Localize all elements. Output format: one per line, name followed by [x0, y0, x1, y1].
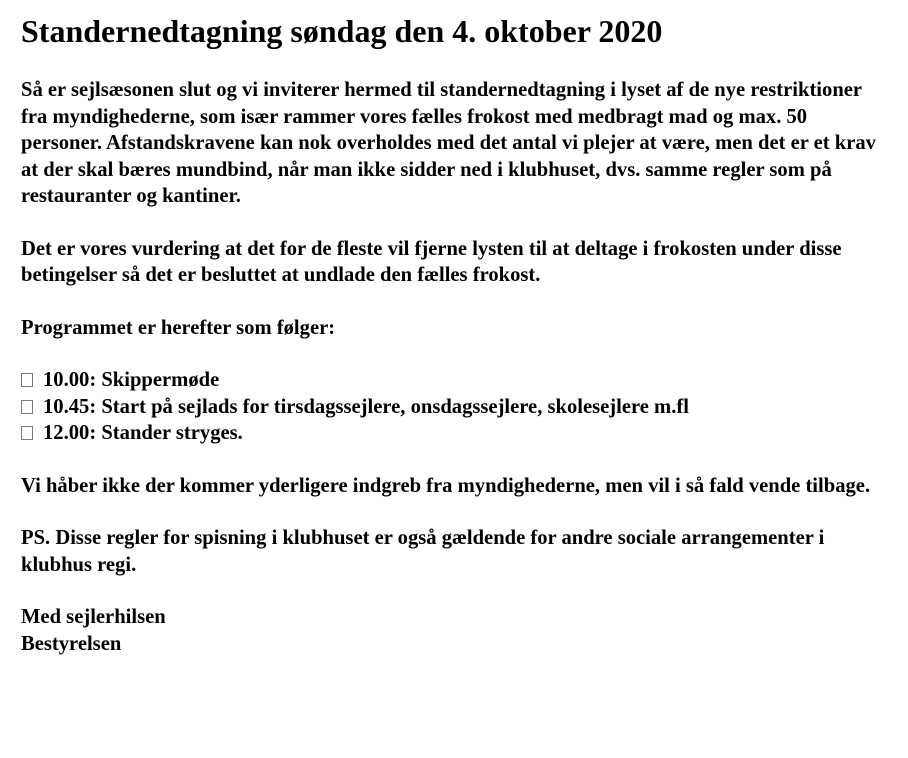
- signature-block: [21, 604, 888, 657]
- missing-glyph-box-icon: [21, 400, 33, 414]
- greeting: Med sejlerhilsen: [21, 606, 166, 628]
- list-item-text: 10.45: Start på sejlads for tirsdagssejlere, onsdagssejlere, skolesejlere m.fl: [43, 395, 689, 418]
- list-item: [21, 420, 888, 447]
- assessment-paragraph: Det er vores vurdering at det for de fleste vil fjerne lysten til at deltage i frokosten under disse betingelser så det er besluttet at undlade den fælles frokost.: [21, 237, 842, 286]
- intro-paragraph: Så er sejlsæsonen slut og vi inviterer hermed til standernedtagning i lyset af de nye restriktioner fra myndighederne, som især rammer vores fælles frokost med medbragt mad og max. 50 personer. Afstandskravene kan nok overholdes med det antal vi plejer at være, men det er et krav at der skal bæres mundbind, når man ikke sidder ned i klubhuset, dvs. samme regler som på restauranter og kantiner.: [21, 79, 876, 207]
- signature: Bestyrelsen: [21, 632, 122, 655]
- program-list: [21, 367, 888, 447]
- list-item-text: 10.00: Skippermøde: [43, 369, 220, 391]
- page-title: Standernedtagning søndag den 4. oktober 2020: [21, 13, 663, 49]
- list-item: [21, 367, 888, 394]
- ps-paragraph: PS. Disse regler for spisning i klubhuset er også gældende for andre sociale arrangementer i klubhus regi.: [21, 527, 825, 576]
- list-item-text: 12.00: Stander stryges.: [43, 422, 243, 444]
- list-item: [21, 394, 888, 421]
- hope-paragraph: Vi håber ikke der kommer yderligere indgreb fra myndighederne, men vil i så fald vende tilbage.: [21, 474, 871, 497]
- missing-glyph-box-icon: [21, 373, 33, 387]
- program-heading: Programmet er herefter som følger:: [21, 316, 336, 339]
- missing-glyph-box-icon: [21, 426, 33, 440]
